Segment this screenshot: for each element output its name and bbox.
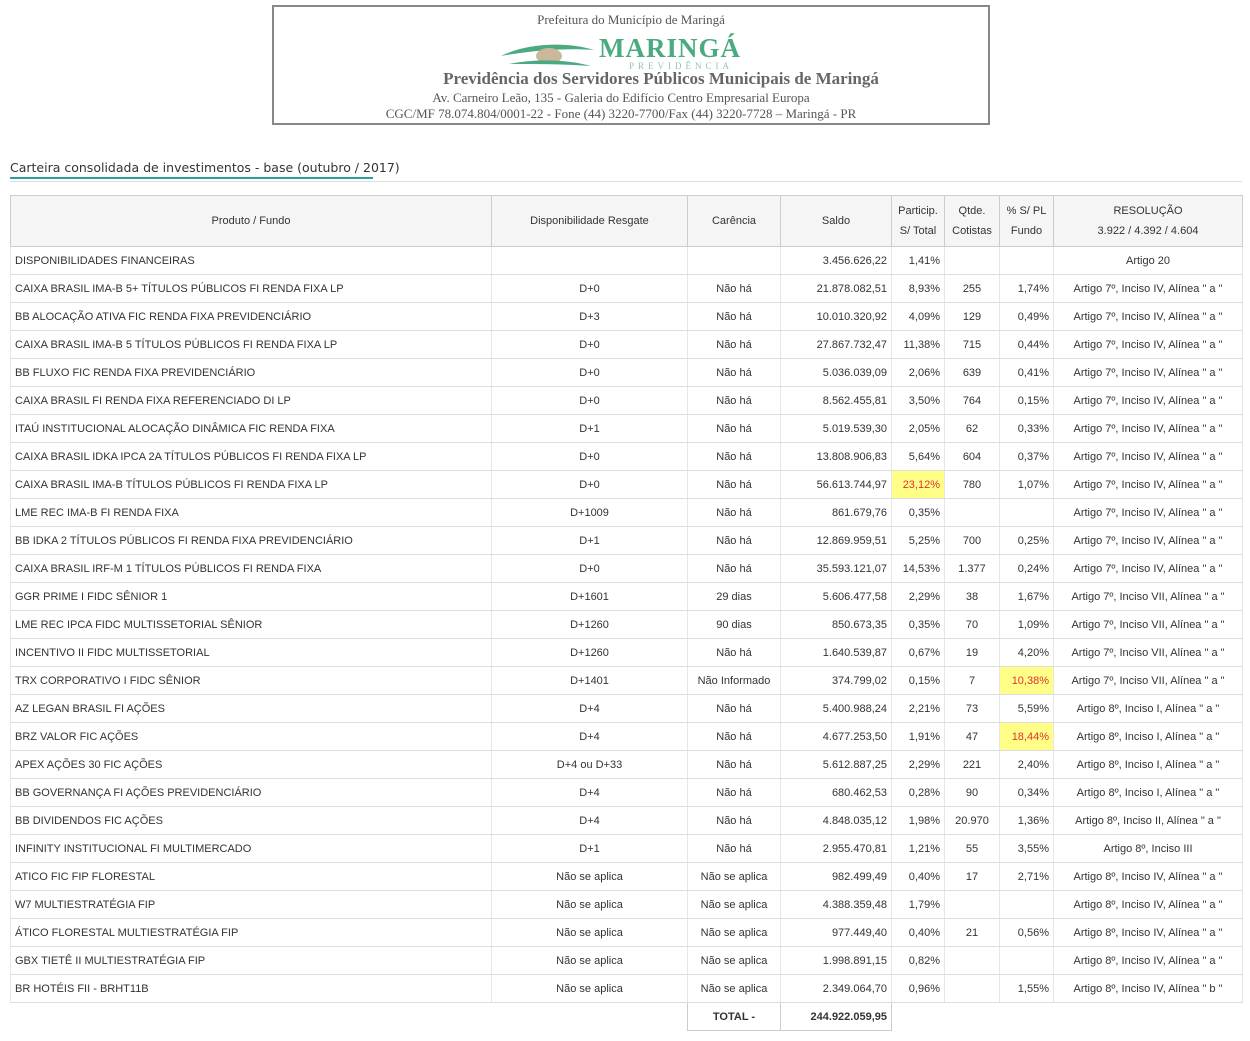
cell-particip: 0,96%	[892, 975, 945, 1003]
cell-produto: BB IDKA 2 TÍTULOS PÚBLICOS FI RENDA FIXA PREVIDENCIÁRIO	[11, 527, 492, 555]
cell-produto: BR HOTÉIS FII - BRHT11B	[11, 975, 492, 1003]
cell-particip: 0,82%	[892, 947, 945, 975]
cell-pl-fundo: 4,20%	[1000, 639, 1054, 667]
cell-disponibilidade: Não se aplica	[492, 919, 688, 947]
cell-particip: 0,15%	[892, 667, 945, 695]
cell-pl-fundo	[1000, 499, 1054, 527]
cell-qtde-cotistas: 129	[945, 303, 1000, 331]
cell-resolucao: Artigo 7º, Inciso VII, Alínea " a "	[1054, 639, 1243, 667]
table-row	[11, 639, 1243, 667]
cell-qtde-cotistas: 221	[945, 751, 1000, 779]
cell-disponibilidade: D+0	[492, 331, 688, 359]
cell-qtde-cotistas	[945, 499, 1000, 527]
cell-carencia: Não há	[688, 779, 781, 807]
cell-carencia: Não há	[688, 303, 781, 331]
cell-saldo: 21.878.082,51	[781, 275, 892, 303]
cell-saldo: 12.869.959,51	[781, 527, 892, 555]
cell-disponibilidade: D+1	[492, 527, 688, 555]
cell-qtde-cotistas: 38	[945, 583, 1000, 611]
cell-carencia: Não há	[688, 835, 781, 863]
cell-resolucao: Artigo 7º, Inciso VII, Alínea " a "	[1054, 667, 1243, 695]
cell-qtde-cotistas	[945, 975, 1000, 1003]
cell-produto: GGR PRIME I FIDC SÊNIOR 1	[11, 583, 492, 611]
cell-carencia: Não há	[688, 723, 781, 751]
header-produto: Produto / Fundo	[11, 196, 492, 247]
cell-resolucao: Artigo 7º, Inciso IV, Alínea " a "	[1054, 303, 1243, 331]
logo-subtext: PREVIDÊNCIA	[629, 61, 733, 71]
cell-produto: AZ LEGAN BRASIL FI AÇÕES	[11, 695, 492, 723]
cell-particip: 2,05%	[892, 415, 945, 443]
org-name: Previdência dos Servidores Públicos Municipais de Maringá	[443, 69, 879, 88]
cell-carencia: Não há	[688, 331, 781, 359]
cell-carencia: Não há	[688, 415, 781, 443]
cell-disponibilidade: D+0	[492, 443, 688, 471]
cell-carencia: Não se aplica	[688, 919, 781, 947]
cell-qtde-cotistas	[945, 891, 1000, 919]
cell-produto: LME REC IMA-B FI RENDA FIXA	[11, 499, 492, 527]
cell-saldo: 861.679,76	[781, 499, 892, 527]
cell-disponibilidade: D+1260	[492, 639, 688, 667]
cell-particip: 5,25%	[892, 527, 945, 555]
cell-produto: INCENTIVO II FIDC MULTISSETORIAL	[11, 639, 492, 667]
cell-disponibilidade: D+1401	[492, 667, 688, 695]
cell-pl-fundo: 0,15%	[1000, 387, 1054, 415]
header-particip: Particip. S/ Total	[892, 196, 945, 247]
cell-produto: BB ALOCAÇÃO ATIVA FIC RENDA FIXA PREVIDENCIÁRIO	[11, 303, 492, 331]
cell-pl-fundo: 0,34%	[1000, 779, 1054, 807]
table-row	[11, 863, 1243, 891]
cell-qtde-cotistas	[945, 947, 1000, 975]
cell-produto: BB FLUXO FIC RENDA FIXA PREVIDENCIÁRIO	[11, 359, 492, 387]
cell-resolucao: Artigo 7º, Inciso IV, Alínea " a "	[1054, 359, 1243, 387]
table-row	[11, 471, 1243, 499]
total-empty-cell	[945, 1003, 1000, 1031]
cell-particip: 0,67%	[892, 639, 945, 667]
cell-produto: CAIXA BRASIL IMA-B 5+ TÍTULOS PÚBLICOS FI RENDA FIXA LP	[11, 275, 492, 303]
cell-qtde-cotistas: 604	[945, 443, 1000, 471]
table-row	[11, 415, 1243, 443]
cell-resolucao: Artigo 8º, Inciso IV, Alínea " a "	[1054, 863, 1243, 891]
table-row	[11, 359, 1243, 387]
section-title-text: Carteira consolidada de investimentos - base (outubro / 2017)	[10, 160, 400, 175]
cell-produto: ÁTICO FLORESTAL MULTIESTRATÉGIA FIP	[11, 919, 492, 947]
cell-resolucao: Artigo 8º, Inciso I, Alínea " a "	[1054, 723, 1243, 751]
logo-mark-icon	[499, 34, 599, 74]
cell-pl-fundo	[1000, 947, 1054, 975]
cell-resolucao: Artigo 7º, Inciso IV, Alínea " a "	[1054, 527, 1243, 555]
table-row	[11, 303, 1243, 331]
investments-table	[10, 195, 1243, 1031]
cell-disponibilidade: D+0	[492, 359, 688, 387]
cell-particip: 2,06%	[892, 359, 945, 387]
cell-produto: CAIXA BRASIL IDKA IPCA 2A TÍTULOS PÚBLICOS FI RENDA FIXA LP	[11, 443, 492, 471]
cell-disponibilidade: Não se aplica	[492, 891, 688, 919]
table-row	[11, 779, 1243, 807]
cell-saldo: 977.449,40	[781, 919, 892, 947]
cell-disponibilidade	[492, 247, 688, 275]
cell-particip: 1,41%	[892, 247, 945, 275]
cell-qtde-cotistas	[945, 247, 1000, 275]
table-row	[11, 387, 1243, 415]
cell-qtde-cotistas: 17	[945, 863, 1000, 891]
cell-qtde-cotistas: 73	[945, 695, 1000, 723]
maringa-logo	[499, 34, 779, 74]
cell-produto: W7 MULTIESTRATÉGIA FIP	[11, 891, 492, 919]
cell-pl-fundo: 2,40%	[1000, 751, 1054, 779]
total-label: TOTAL -	[688, 1003, 781, 1031]
cell-disponibilidade: D+4 ou D+33	[492, 751, 688, 779]
cell-particip: 2,21%	[892, 695, 945, 723]
cell-carencia	[688, 247, 781, 275]
cell-carencia: Não se aplica	[688, 863, 781, 891]
total-empty-cell	[892, 1003, 945, 1031]
cell-pl-fundo: 1,67%	[1000, 583, 1054, 611]
cell-disponibilidade: D+0	[492, 387, 688, 415]
cell-pl-fundo: 5,59%	[1000, 695, 1054, 723]
cell-qtde-cotistas: 700	[945, 527, 1000, 555]
cell-qtde-cotistas: 1.377	[945, 555, 1000, 583]
cell-disponibilidade: D+4	[492, 807, 688, 835]
cell-resolucao: Artigo 8º, Inciso IV, Alínea " a "	[1054, 947, 1243, 975]
cell-resolucao: Artigo 7º, Inciso VII, Alínea " a "	[1054, 583, 1243, 611]
cell-saldo: 3.456.626,22	[781, 247, 892, 275]
total-row	[11, 1003, 1243, 1031]
cell-carencia: Não se aplica	[688, 975, 781, 1003]
cell-pl-fundo: 1,36%	[1000, 807, 1054, 835]
cell-pl-fundo: 2,71%	[1000, 863, 1054, 891]
header-disponibilidade: Disponibilidade Resgate	[492, 196, 688, 247]
table-row	[11, 583, 1243, 611]
cell-produto: CAIXA BRASIL IMA-B TÍTULOS PÚBLICOS FI RENDA FIXA LP	[11, 471, 492, 499]
cell-saldo: 35.593.121,07	[781, 555, 892, 583]
cell-particip: 1,79%	[892, 891, 945, 919]
cell-produto: CAIXA BRASIL IMA-B 5 TÍTULOS PÚBLICOS FI RENDA FIXA LP	[11, 331, 492, 359]
cell-particip: 3,50%	[892, 387, 945, 415]
cell-produto: CAIXA BRASIL FI RENDA FIXA REFERENCIADO DI LP	[11, 387, 492, 415]
cell-particip: 0,35%	[892, 499, 945, 527]
cell-carencia: 29 dias	[688, 583, 781, 611]
letterhead	[272, 5, 990, 125]
cell-disponibilidade: D+4	[492, 695, 688, 723]
table-row	[11, 499, 1243, 527]
cell-pl-fundo: 3,55%	[1000, 835, 1054, 863]
cell-resolucao: Artigo 8º, Inciso IV, Alínea " b "	[1054, 975, 1243, 1003]
cell-disponibilidade: D+4	[492, 779, 688, 807]
total-empty-cell	[1000, 1003, 1054, 1031]
table-row	[11, 667, 1243, 695]
cell-particip: 0,40%	[892, 919, 945, 947]
cell-qtde-cotistas: 47	[945, 723, 1000, 751]
cell-disponibilidade: D+1601	[492, 583, 688, 611]
cell-saldo: 5.036.039,09	[781, 359, 892, 387]
cell-resolucao: Artigo 7º, Inciso IV, Alínea " a "	[1054, 555, 1243, 583]
cell-disponibilidade: D+1	[492, 415, 688, 443]
cell-qtde-cotistas: 715	[945, 331, 1000, 359]
cell-carencia: Não há	[688, 639, 781, 667]
cell-disponibilidade: D+1	[492, 835, 688, 863]
cell-produto: LME REC IPCA FIDC MULTISSETORIAL SÊNIOR	[11, 611, 492, 639]
cell-carencia: Não se aplica	[688, 947, 781, 975]
cell-pl-fundo	[1000, 891, 1054, 919]
cell-resolucao: Artigo 8º, Inciso I, Alínea " a "	[1054, 751, 1243, 779]
cell-resolucao: Artigo 7º, Inciso IV, Alínea " a "	[1054, 387, 1243, 415]
cell-pl-fundo	[1000, 247, 1054, 275]
cell-particip: 5,64%	[892, 443, 945, 471]
table-row	[11, 947, 1243, 975]
cell-qtde-cotistas: 90	[945, 779, 1000, 807]
cell-saldo: 13.808.906,83	[781, 443, 892, 471]
cell-produto: BB GOVERNANÇA FI AÇÕES PREVIDENCIÁRIO	[11, 779, 492, 807]
cell-particip: 2,29%	[892, 583, 945, 611]
cell-produto: ATICO FIC FIP FLORESTAL	[11, 863, 492, 891]
table-row	[11, 611, 1243, 639]
cell-saldo: 982.499,49	[781, 863, 892, 891]
cell-saldo: 850.673,35	[781, 611, 892, 639]
cell-carencia: Não há	[688, 807, 781, 835]
prefeitura-line: Prefeitura do Município de Maringá	[537, 12, 725, 27]
table-row	[11, 723, 1243, 751]
cell-saldo: 680.462,53	[781, 779, 892, 807]
cell-resolucao: Artigo 8º, Inciso III	[1054, 835, 1243, 863]
cell-particip: 11,38%	[892, 331, 945, 359]
cell-pl-fundo: 18,44%	[1000, 723, 1054, 751]
cell-saldo: 8.562.455,81	[781, 387, 892, 415]
logo-text: MARINGÁ	[599, 33, 741, 63]
cell-saldo: 5.612.887,25	[781, 751, 892, 779]
cell-resolucao: Artigo 7º, Inciso IV, Alínea " a "	[1054, 471, 1243, 499]
total-empty-cell	[1054, 1003, 1243, 1031]
table-row	[11, 695, 1243, 723]
cell-carencia: Não há	[688, 695, 781, 723]
cell-carencia: Não há	[688, 387, 781, 415]
table-row	[11, 331, 1243, 359]
cell-particip: 1,91%	[892, 723, 945, 751]
cell-resolucao: Artigo 7º, Inciso IV, Alínea " a "	[1054, 415, 1243, 443]
cell-disponibilidade: D+3	[492, 303, 688, 331]
cell-particip: 1,98%	[892, 807, 945, 835]
cell-carencia: Não se aplica	[688, 891, 781, 919]
cell-carencia: Não há	[688, 275, 781, 303]
cell-qtde-cotistas: 7	[945, 667, 1000, 695]
cell-disponibilidade: D+0	[492, 555, 688, 583]
cell-particip: 8,93%	[892, 275, 945, 303]
header-pl-fundo: % S/ PL Fundo	[1000, 196, 1054, 247]
cell-resolucao: Artigo 7º, Inciso IV, Alínea " a "	[1054, 443, 1243, 471]
cell-produto: INFINITY INSTITUCIONAL FI MULTIMERCADO	[11, 835, 492, 863]
cell-resolucao: Artigo 8º, Inciso IV, Alínea " a "	[1054, 919, 1243, 947]
table-row	[11, 807, 1243, 835]
cell-particip: 2,29%	[892, 751, 945, 779]
cell-carencia: Não há	[688, 751, 781, 779]
cell-particip: 0,28%	[892, 779, 945, 807]
table-row	[11, 975, 1243, 1003]
cell-resolucao: Artigo 7º, Inciso VII, Alínea " a "	[1054, 611, 1243, 639]
cell-saldo: 2.349.064,70	[781, 975, 892, 1003]
cell-pl-fundo: 0,49%	[1000, 303, 1054, 331]
cell-produto: TRX CORPORATIVO I FIDC SÊNIOR	[11, 667, 492, 695]
cell-saldo: 5.606.477,58	[781, 583, 892, 611]
cell-resolucao: Artigo 20	[1054, 247, 1243, 275]
cell-disponibilidade: D+0	[492, 275, 688, 303]
cell-produto: BB DIVIDENDOS FIC AÇÕES	[11, 807, 492, 835]
cell-saldo: 4.848.035,12	[781, 807, 892, 835]
section-divider	[10, 181, 1242, 182]
cell-produto: GBX TIETÊ II MULTIESTRATÉGIA FIP	[11, 947, 492, 975]
total-value: 244.922.059,95	[781, 1003, 892, 1031]
header-carencia: Carência	[688, 196, 781, 247]
cell-carencia: Não há	[688, 471, 781, 499]
cell-qtde-cotistas: 19	[945, 639, 1000, 667]
section-title	[10, 160, 400, 175]
cell-saldo: 5.400.988,24	[781, 695, 892, 723]
table-row	[11, 751, 1243, 779]
cell-qtde-cotistas: 70	[945, 611, 1000, 639]
cell-carencia: 90 dias	[688, 611, 781, 639]
cell-disponibilidade: Não se aplica	[492, 947, 688, 975]
cell-saldo: 10.010.320,92	[781, 303, 892, 331]
total-empty-cell	[11, 1003, 492, 1031]
cell-particip: 23,12%	[892, 471, 945, 499]
header-qtde-cotistas: Qtde. Cotistas	[945, 196, 1000, 247]
cell-qtde-cotistas: 255	[945, 275, 1000, 303]
cell-pl-fundo: 1,07%	[1000, 471, 1054, 499]
cell-qtde-cotistas: 639	[945, 359, 1000, 387]
table-row	[11, 247, 1243, 275]
cell-qtde-cotistas: 20.970	[945, 807, 1000, 835]
cell-saldo: 1.640.539,87	[781, 639, 892, 667]
table-header-row	[11, 196, 1243, 247]
cell-saldo: 2.955.470,81	[781, 835, 892, 863]
cell-saldo: 4.677.253,50	[781, 723, 892, 751]
cell-qtde-cotistas: 764	[945, 387, 1000, 415]
cell-particip: 0,35%	[892, 611, 945, 639]
cell-resolucao: Artigo 8º, Inciso IV, Alínea " a "	[1054, 891, 1243, 919]
cell-carencia: Não há	[688, 443, 781, 471]
cell-disponibilidade: Não se aplica	[492, 863, 688, 891]
cell-produto: DISPONIBILIDADES FINANCEIRAS	[11, 247, 492, 275]
cell-resolucao: Artigo 8º, Inciso I, Alínea " a "	[1054, 779, 1243, 807]
cell-produto: ITAÚ INSTITUCIONAL ALOCAÇÃO DINÂMICA FIC RENDA FIXA	[11, 415, 492, 443]
cell-resolucao: Artigo 8º, Inciso II, Alínea " a "	[1054, 807, 1243, 835]
cell-pl-fundo: 1,09%	[1000, 611, 1054, 639]
cell-particip: 14,53%	[892, 555, 945, 583]
cell-saldo: 27.867.732,47	[781, 331, 892, 359]
cell-pl-fundo: 0,37%	[1000, 443, 1054, 471]
cell-carencia: Não há	[688, 527, 781, 555]
cell-carencia: Não há	[688, 555, 781, 583]
cell-pl-fundo: 0,24%	[1000, 555, 1054, 583]
header-saldo: Saldo	[781, 196, 892, 247]
cell-disponibilidade: D+1009	[492, 499, 688, 527]
cell-resolucao: Artigo 7º, Inciso IV, Alínea " a "	[1054, 331, 1243, 359]
cell-qtde-cotistas: 55	[945, 835, 1000, 863]
total-empty-cell	[492, 1003, 688, 1031]
cell-qtde-cotistas: 780	[945, 471, 1000, 499]
cell-produto: CAIXA BRASIL IRF-M 1 TÍTULOS PÚBLICOS FI RENDA FIXA	[11, 555, 492, 583]
cell-particip: 4,09%	[892, 303, 945, 331]
table-row	[11, 527, 1243, 555]
cell-resolucao: Artigo 7º, Inciso IV, Alínea " a "	[1054, 275, 1243, 303]
cell-resolucao: Artigo 8º, Inciso I, Alínea " a "	[1054, 695, 1243, 723]
cell-carencia: Não há	[688, 499, 781, 527]
cell-disponibilidade: D+1260	[492, 611, 688, 639]
table-row	[11, 443, 1243, 471]
table-row	[11, 919, 1243, 947]
cell-produto: BRZ VALOR FIC AÇÕES	[11, 723, 492, 751]
table-row	[11, 555, 1243, 583]
table-row	[11, 835, 1243, 863]
cell-disponibilidade: D+4	[492, 723, 688, 751]
cell-pl-fundo: 0,56%	[1000, 919, 1054, 947]
cell-particip: 1,21%	[892, 835, 945, 863]
cell-qtde-cotistas: 62	[945, 415, 1000, 443]
cell-saldo: 5.019.539,30	[781, 415, 892, 443]
cell-produto: APEX AÇÕES 30 FIC AÇÕES	[11, 751, 492, 779]
table-row	[11, 891, 1243, 919]
cell-carencia: Não há	[688, 359, 781, 387]
cell-pl-fundo: 1,74%	[1000, 275, 1054, 303]
cell-disponibilidade: D+0	[492, 471, 688, 499]
header-resolucao: RESOLUÇÃO 3.922 / 4.392 / 4.604	[1054, 196, 1243, 247]
org-address: Av. Carneiro Leão, 135 - Galeria do Edifício Centro Empresarial Europa	[432, 90, 810, 105]
cell-pl-fundo: 0,33%	[1000, 415, 1054, 443]
cell-saldo: 1.998.891,15	[781, 947, 892, 975]
cell-disponibilidade: Não se aplica	[492, 975, 688, 1003]
cell-saldo: 4.388.359,48	[781, 891, 892, 919]
cell-pl-fundo: 10,38%	[1000, 667, 1054, 695]
cell-particip: 0,40%	[892, 863, 945, 891]
cell-pl-fundo: 1,55%	[1000, 975, 1054, 1003]
cell-pl-fundo: 0,41%	[1000, 359, 1054, 387]
cell-qtde-cotistas: 21	[945, 919, 1000, 947]
cell-carencia: Não Informado	[688, 667, 781, 695]
section-title-underline	[10, 177, 373, 179]
table-row	[11, 275, 1243, 303]
cell-pl-fundo: 0,44%	[1000, 331, 1054, 359]
cell-saldo: 56.613.744,97	[781, 471, 892, 499]
org-contact: CGC/MF 78.074.804/0001-22 - Fone (44) 3220-7700/Fax (44) 3220-7728 – Maringá - PR	[385, 106, 857, 121]
cell-resolucao: Artigo 7º, Inciso IV, Alínea " a "	[1054, 499, 1243, 527]
cell-pl-fundo: 0,25%	[1000, 527, 1054, 555]
cell-saldo: 374.799,02	[781, 667, 892, 695]
